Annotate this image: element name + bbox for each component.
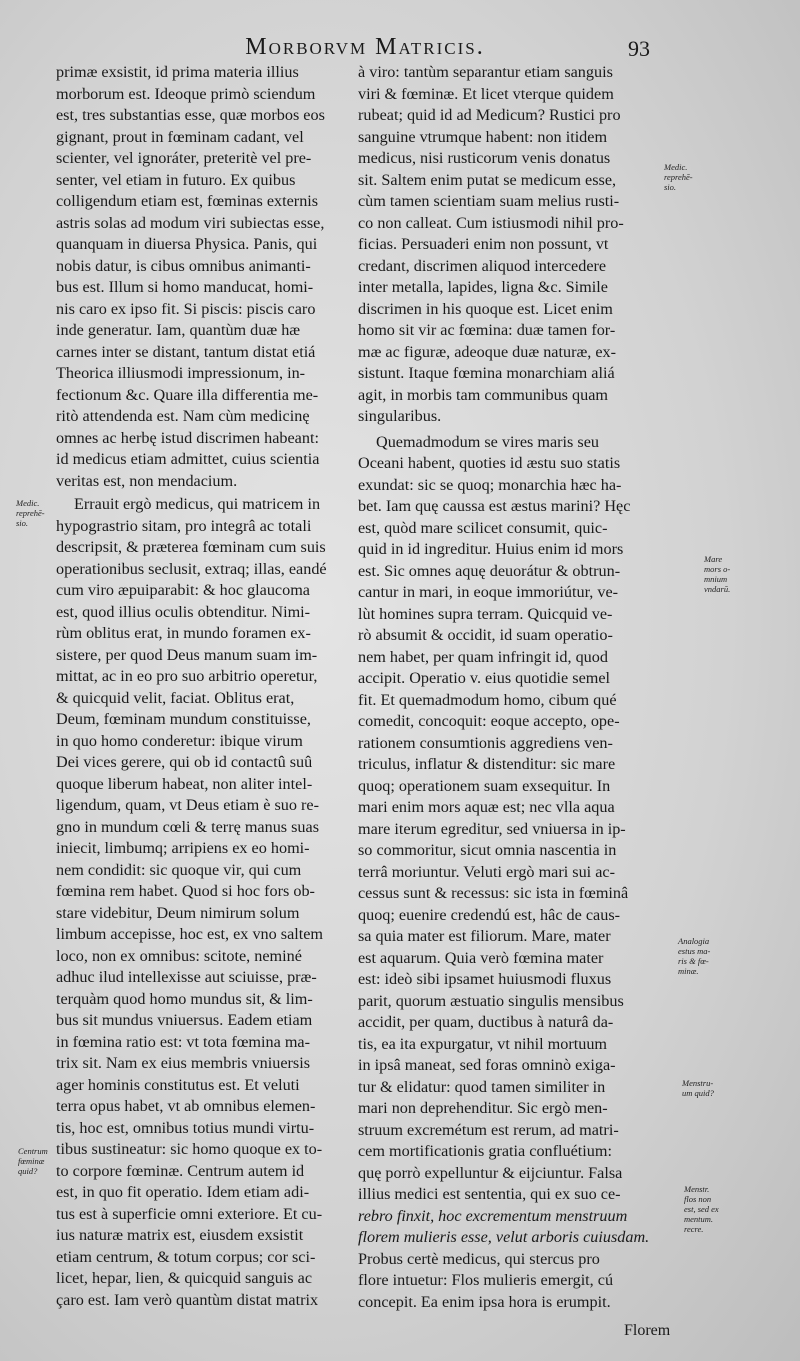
text-line: est, in quo fit operatio. Idem etiam adi- xyxy=(56,1183,310,1201)
text-line: mare iterum egreditur, sed vniuersa in ip- xyxy=(358,819,626,838)
text-line: to corpore fœminæ. Centrum autem id xyxy=(56,1161,305,1180)
text-line: hypograstrio sitam, pro integrâ ac totali xyxy=(56,516,312,535)
text-line: parit, quorum æstuatio singulis mensibus xyxy=(358,991,624,1010)
text-line: senter, vel etiam in futuro. Ex quibus xyxy=(56,170,296,189)
text-line: homo sit vir ac fœmina: duæ tamen for- xyxy=(358,321,616,339)
text-line: tis, hoc est, omnibus totius mundi virtu- xyxy=(56,1118,315,1137)
text-line: descripsit, & præterea fœminam cum suis xyxy=(56,538,326,556)
text-line: tis, ea ita expurgatur, vt nihil mortuum xyxy=(358,1034,608,1053)
text-line: veritas est, non mendacium. xyxy=(56,471,238,490)
text-line: bet. Iam quę caussa est æstus marini? Hęc xyxy=(358,497,631,515)
text-line: sistere, per quod Deus manum suam im- xyxy=(56,645,318,664)
text-line: florem mulieris esse, velut arboris cuiusdam. xyxy=(358,1228,650,1246)
text-line: quoq; euenire credendú est, hâc de caus- xyxy=(358,905,621,924)
text-line: flore intuetur: Flos mulieris emergit, cú xyxy=(358,1271,614,1289)
text-line: viri & fœminæ. Et licet vterque quidem xyxy=(358,84,614,103)
text-line: quoq; operationem suam exsequitur. In xyxy=(358,776,611,795)
text-line: cùm tamen scientiam suam melius rusti- xyxy=(358,192,620,210)
text-line: terrâ moriuntur. Veluti ergò mari sui ac- xyxy=(358,862,615,881)
text-line: fectionum &c. Quare illa differentia me- xyxy=(56,385,319,404)
text-line: trix sit. Nam ex eius membris vniuersis xyxy=(56,1054,311,1072)
margin-note-medici-reprehensio-left: Medic. reprehē- sio. xyxy=(16,498,45,528)
text-line: nobis datur, is cibus omnibus animanti- xyxy=(56,256,311,275)
text-line: mari enim mors aquæ est; nec vlla aqua xyxy=(358,798,615,816)
text-line: bus est. Illum si homo manducat, homi- xyxy=(56,278,314,296)
text-line: carnes inter se distant, tantum distat etiá xyxy=(56,342,316,361)
text-line: morborum est. Ideoque primò sciendum xyxy=(56,84,316,103)
text-line: à viro: tantùm separantur etiam sanguis xyxy=(358,63,613,81)
text-line: ritò attendenda est. Nam cùm medicinę xyxy=(56,407,310,425)
text-line: rùm oblitus erat, in mundo foramen ex- xyxy=(56,624,311,642)
text-line: cum viro æpuiparabit: & hoc glaucoma xyxy=(56,581,310,599)
text-line: sanguine vtrumque habent: non itidem xyxy=(358,127,608,146)
text-line: & quicquid velit, faciat. Oblitus erat, xyxy=(56,688,295,707)
text-line: gignant, prout in fœminam cadant, vel xyxy=(56,127,304,146)
margin-note-mare-mors: Mare mors o- mnium vndarū. xyxy=(704,554,731,594)
margin-note-analogia: Analogia estus ma- ris & fœ- minæ. xyxy=(678,936,711,976)
text-line: limbum accepisse, hoc est, ex vno saltem xyxy=(56,925,324,943)
text-line: astris solas ad modum viri subiectas esse, xyxy=(56,213,325,232)
text-line: bus sit mundus vniuersus. Eadem etiam xyxy=(56,1011,313,1029)
text-line: primæ exsistit, id prima materia illius xyxy=(56,63,299,81)
text-line: gno in mundum cœli & terrę manus suas xyxy=(56,817,320,836)
text-line: est aquarum. Quia verò fœmina mater xyxy=(358,948,604,967)
text-line: est: ideò sibi ipsamet huiusmodi fluxus xyxy=(358,970,612,988)
text-line: co non calleat. Cum istiusmodi nihil pro- xyxy=(358,213,624,232)
text-line: rubeat; quid id ad Medicum? Rustici pro xyxy=(358,106,621,124)
text-line: nem condidit: sic quoque vir, qui cum xyxy=(56,860,302,879)
text-line: etiam centrum, & totum corpus; cor sci- xyxy=(56,1247,316,1266)
text-line: ius naturæ matrix est, eiusdem exsistit xyxy=(56,1226,304,1244)
text-line: tus est à superficie omni exteriore. Et cu- xyxy=(56,1204,323,1223)
text-line: colligendum etiam est, fœminas externis xyxy=(56,192,319,210)
text-line: tibus sustineatur: sic homo quoque ex to- xyxy=(56,1140,323,1158)
text-line: sit. Saltem enim putat se medicum esse, xyxy=(358,170,617,189)
text-line: scienter, vel ignoráter, preteritè vel pre- xyxy=(56,149,312,167)
text-line: Dei vices gerere, qui ob id contactû suû xyxy=(56,753,313,771)
text-line: triculus, inflatur & distenditur: sic mare xyxy=(358,755,616,773)
text-line: nem habet, per quam infringit id, quod xyxy=(358,647,608,666)
text-line: fœmina rem habet. Quod si hoc fors ob- xyxy=(56,882,315,900)
text-line: struum excremétum est rerum, ad matri- xyxy=(358,1120,619,1139)
text-line: in ipsâ maneat, sed foras omninò exiga- xyxy=(358,1056,616,1074)
text-line: id medicus etiam admittet, cuius scientia xyxy=(56,450,320,468)
text-line: sistunt. Itaque fœmina monarchiam aliá xyxy=(358,364,615,382)
text-line: licet, hepar, lien, & quicquid sanguis ac xyxy=(56,1269,313,1287)
text-line: operationibus seclusit, extraq; illas, eandé xyxy=(56,559,327,578)
margin-note-menstruum-quid: Menstru- um quid? xyxy=(682,1078,714,1098)
text-line: ligendum, quam, vt Deus etiam è suo re- xyxy=(56,796,319,814)
text-line: accidit, per quam, ductibus à naturâ da- xyxy=(358,1013,614,1031)
text-line: comedit, concoquit: eoque accepto, ope- xyxy=(358,712,620,730)
text-line: in quo homo conderetur: ibique virum xyxy=(56,731,303,750)
text-line: concepit. Ea enim ipsa hora is erumpit. xyxy=(358,1292,611,1311)
left-column xyxy=(56,62,354,1311)
text-line: illius medici est sententia, qui ex suo ce- xyxy=(358,1185,621,1203)
text-line: est, quod illius oculis obtenditur. Nimi- xyxy=(56,602,311,621)
text-line: Theorica illiusmodi impressionum, in- xyxy=(56,364,306,382)
text-line: Deum, fœminam mundum constituisse, xyxy=(56,710,311,728)
text-line: discrimen in his quoque est. Licet enim xyxy=(358,299,613,318)
text-line: rationem consumtionis aggrediens ven- xyxy=(358,733,613,752)
text-line: est. Sic omnes aquę deuorátur & obtrun- xyxy=(358,561,621,580)
margin-note-medici-reprehensio-right: Medic. reprehē- sio. xyxy=(664,162,693,192)
text-line: omnes ac herbę istud discrimen habeant: xyxy=(56,428,319,447)
margin-note-centrum-feminae: Centrum fœminæ quid? xyxy=(18,1146,48,1176)
text-line: credant, discrimen aliquod intercedere xyxy=(358,256,607,275)
text-line: çaro est. Iam verò quantùm distat matrix xyxy=(56,1290,319,1309)
text-line: quę porrò expelluntur & eijciuntur. Falsa xyxy=(358,1163,623,1182)
text-line: est, tres substantias esse, quæ morbos eos xyxy=(56,106,325,124)
text-line: accipit. Operatio v. eius quotidie semel xyxy=(358,669,611,687)
text-line: tur & elidatur: quod tamen similiter in xyxy=(358,1077,606,1096)
text-line: rebro finxit, hoc excrementum menstruum xyxy=(358,1206,628,1225)
catchword: Florem xyxy=(624,1322,671,1339)
text-line: inde generatur. Iam, quantùm duæ hæ xyxy=(56,321,301,339)
text-line: agit, in morbis tam communibus quam xyxy=(358,385,608,404)
text-line: sa quia mater est filiorum. Mare, mater xyxy=(358,927,611,945)
text-line: terra opus habet, vt ab omnibus elemen- xyxy=(56,1097,316,1115)
text-line: est, quòd mare scilicet consumit, quic- xyxy=(358,518,608,537)
text-line: Oceani habent, quoties id æstu suo statis xyxy=(358,454,621,472)
text-line: rò absumit & occidit, id suam operatio- xyxy=(358,626,613,644)
text-line: loco, non ex omnibus: scitote, neminé xyxy=(56,946,302,965)
text-line: ficias. Persuaderi enim non possunt, vt xyxy=(358,235,609,253)
text-line: ager hominis constitutus est. Et veluti xyxy=(56,1075,300,1094)
text-line: quoque liberum habeat, non aliter intel- xyxy=(56,774,313,793)
text-line: mæ ac figuræ, adeoque duæ naturæ, ex- xyxy=(358,342,617,361)
text-line: nis caro ex ipso fit. Si piscis: piscis caro xyxy=(56,299,316,318)
right-column xyxy=(358,62,664,1313)
text-line: quanquam in diuersa Physica. Panis, qui xyxy=(56,235,318,253)
text-line: Probus certè medicus, qui stercus pro xyxy=(358,1249,600,1268)
text-line: fit. Et quemadmodum homo, cibum qué xyxy=(358,690,617,709)
margin-note-menstr-flos: Menstr. flos non est, sed ex mentum. recre. xyxy=(684,1184,719,1234)
text-line: singularibus. xyxy=(358,407,442,425)
text-line: quid in id ingreditur. Huius enim id mors xyxy=(358,540,624,558)
text-line: medicus, nisi rusticorum venis donatus xyxy=(358,149,611,167)
text-line: iniecit, limbumq; arripiens ex eo homi- xyxy=(56,839,310,857)
text-line: lùt homines supra terram. Quicquid ve- xyxy=(358,604,613,623)
text-line: inter metalla, lapides, ligna &c. Simile xyxy=(358,278,608,296)
text-line: mittat, ac in eo pro suo arbitrio operetur, xyxy=(56,667,318,685)
text-line: mari non deprehenditur. Sic ergò men- xyxy=(358,1099,608,1117)
text-line: so commoritur, sicut omnia nascentia in xyxy=(358,841,617,859)
text-line: cem mortificationis gratia confluétium: xyxy=(358,1142,612,1160)
text-line: in fœmina ratio est: vt tota fœmina ma- xyxy=(56,1032,310,1051)
running-title: Morborvm Matricis. xyxy=(245,34,485,60)
text-line: adhuc ilud intellexisse aut sciuisse, præ- xyxy=(56,968,317,986)
text-line: Quemadmodum se vires maris seu xyxy=(376,432,599,451)
text-line: Errauit ergò medicus, qui matricem in xyxy=(74,495,321,513)
page-number: 93 xyxy=(628,36,650,61)
text-line: stare videbitur, Deum nimirum solum xyxy=(56,903,300,922)
text-line: cantur in mari, in eoque immoriútur, ve- xyxy=(358,583,619,601)
text-line: exundat: sic se quoq; monarchia hæc ha- xyxy=(358,475,622,494)
text-line: cessus sunt & recessus: sic ista in fœminâ xyxy=(358,884,629,902)
text-line: terquàm quod homo mundus sit, & lim- xyxy=(56,989,313,1008)
